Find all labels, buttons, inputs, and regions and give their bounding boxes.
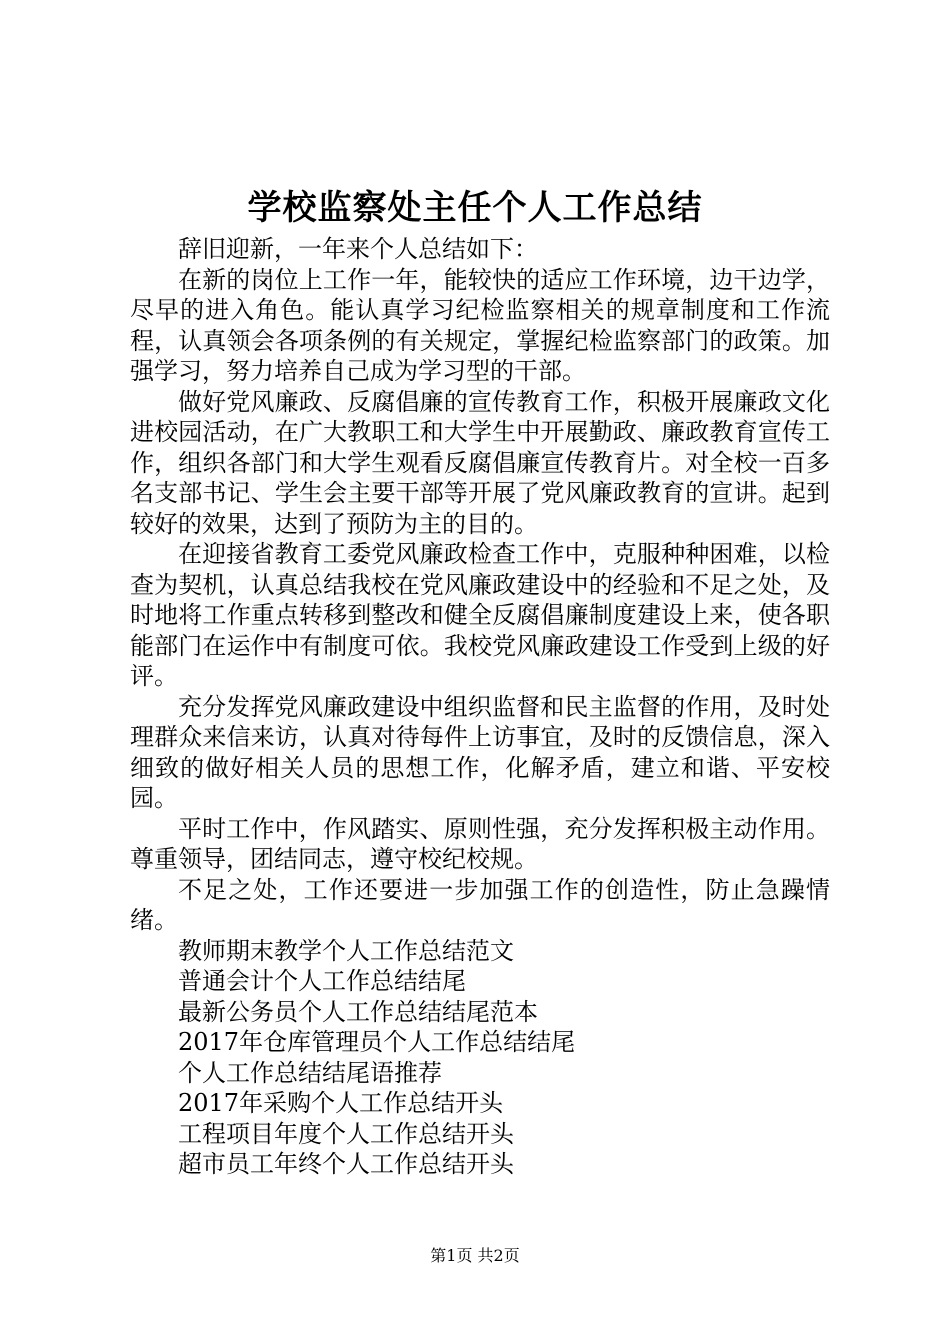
document-body <box>130 234 830 1180</box>
related-link[interactable]: 个人工作总结结尾语推荐 <box>178 1058 442 1087</box>
related-links-list <box>130 936 830 1180</box>
related-link[interactable]: 2017年仓库管理员个人工作总结结尾 <box>178 1028 576 1056</box>
page-footer: 第1页 共2页 <box>430 1246 520 1265</box>
paragraph: 在新的岗位上工作一年，能较快的适应工作环境，边干边学，尽早的进入角色。能认真学习纪检监察相关的规章制度和工作流程，认真领会各项条例的有关规定，掌握纪检监察部门的政策。加强学习，努力培养自己成为学习型的干部。 <box>130 265 830 385</box>
paragraph: 在迎接省教育工委党风廉政检查工作中，克服种种困难，以检查为契机，认真总结我校在党风廉政建设中的经验和不足之处，及时地将工作重点转移到整改和健全反腐倡廉制度建设上来，使各职能部门在运作中有制度可依。我校党风廉政建设工作受到上级的好评。 <box>130 540 830 690</box>
paragraph: 充分发挥党风廉政建设中组织监督和民主监督的作用，及时处理群众来信来访，认真对待每件上访事宜，及时的反馈信息，深入细致的做好相关人员的思想工作，化解矛盾，建立和谐、平安校园。 <box>130 692 830 812</box>
paragraph: 不足之处，工作还要进一步加强工作的创造性，防止急躁情绪。 <box>130 875 830 934</box>
paragraph-intro: 辞旧迎新，一年来个人总结如下： <box>178 235 538 263</box>
related-link[interactable]: 2017年采购个人工作总结开头 <box>178 1089 504 1117</box>
related-link[interactable]: 工程项目年度个人工作总结开头 <box>178 1119 514 1148</box>
related-link[interactable]: 最新公务员个人工作总结结尾范本 <box>178 997 538 1026</box>
related-link[interactable]: 超市员工年终个人工作总结开头 <box>178 1150 514 1178</box>
document-title: 学校监察处主任个人工作总结 <box>247 188 703 228</box>
related-link[interactable]: 教师期末教学个人工作总结范文 <box>178 936 514 965</box>
related-link[interactable]: 普通会计个人工作总结结尾 <box>178 967 466 995</box>
paragraph: 做好党风廉政、反腐倡廉的宣传教育工作，积极开展廉政文化进校园活动，在广大教职工和大学生中开展勤政、廉政教育宣传工作，组织各部门和大学生观看反腐倡廉宣传教育片。对全校一百多名支部书记、学生会主要干部等开展了党风廉政教育的宣讲。起到较好的效果，达到了预防为主的目的。 <box>130 387 830 538</box>
paragraph: 平时工作中，作风踏实、原则性强，充分发挥积极主动作用。尊重领导，团结同志，遵守校纪校规。 <box>130 814 830 873</box>
